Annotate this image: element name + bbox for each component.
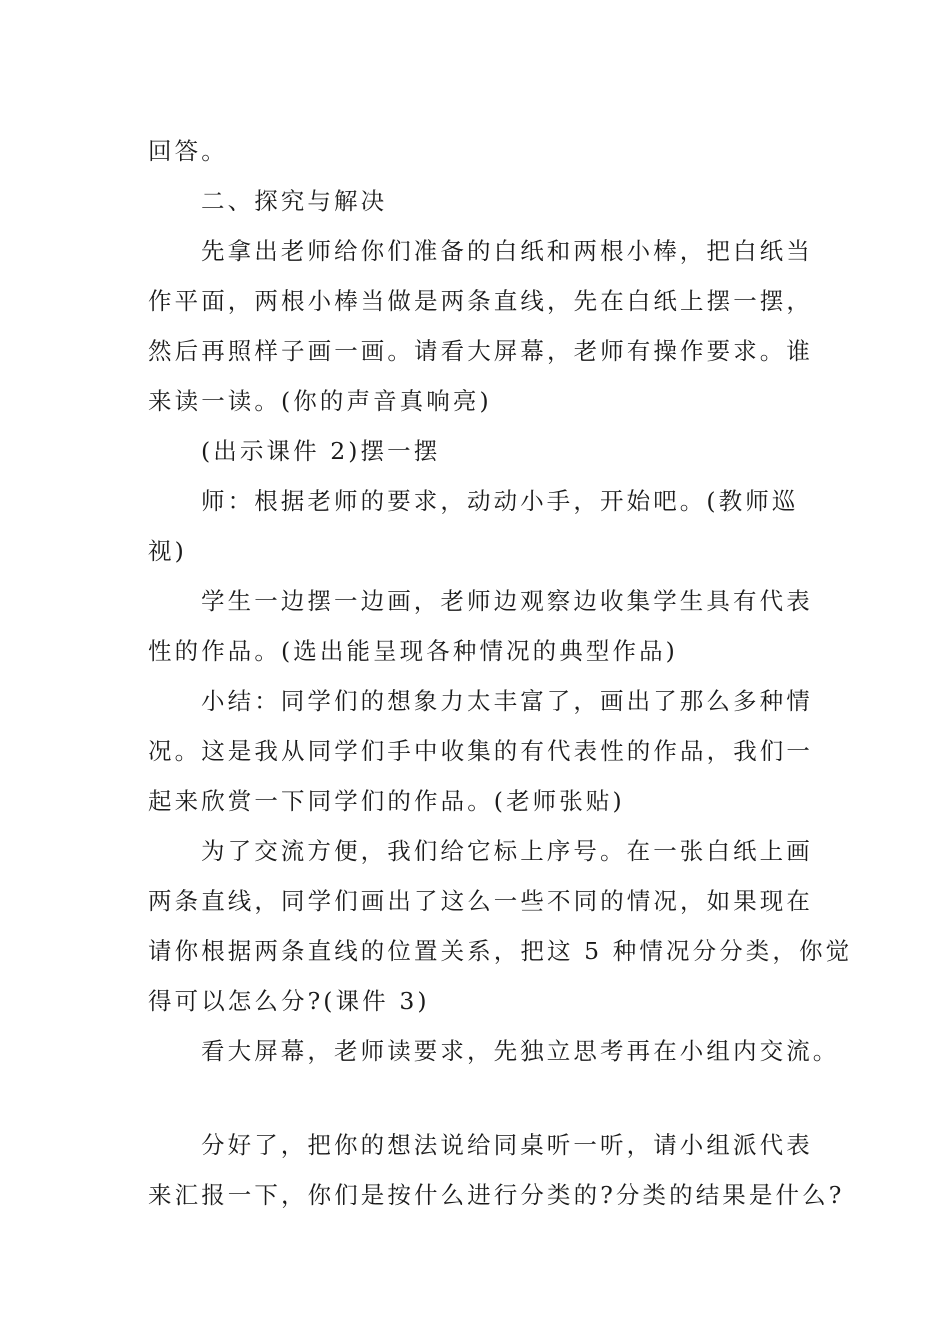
text-line: 请你根据两条直线的位置关系，把这 5 种情况分分类，你觉 xyxy=(148,937,853,965)
text-line: 视) xyxy=(148,537,187,565)
text-line: 先拿出老师给你们准备的白纸和两根小棒，把白纸当 xyxy=(201,237,813,265)
text-line: (出示课件 2)摆一摆 xyxy=(201,437,441,465)
text-line: 学生一边摆一边画，老师边观察边收集学生具有代表 xyxy=(201,587,813,615)
text-line: 性的作品。(选出能呈现各种情况的典型作品) xyxy=(148,637,678,665)
text-line: 师：根据老师的要求，动动小手，开始吧。(教师巡 xyxy=(201,487,799,515)
text-line: 况。这是我从同学们手中收集的有代表性的作品，我们一 xyxy=(148,737,813,765)
text-line: 起来欣赏一下同学们的作品。(老师张贴) xyxy=(148,787,625,815)
text-line: 小结：同学们的想象力太丰富了，画出了那么多种情 xyxy=(201,687,813,715)
text-line: 看大屏幕，老师读要求，先独立思考再在小组内交流。 xyxy=(201,1037,840,1065)
section-heading: 二、探究与解决 xyxy=(201,187,388,215)
text-line: 作平面，两根小棒当做是两条直线，先在白纸上摆一摆， xyxy=(148,287,813,315)
text-line: 来汇报一下，你们是按什么进行分类的?分类的结果是什么? xyxy=(148,1181,845,1209)
text-line: 然后再照样子画一画。请看大屏幕，老师有操作要求。谁 xyxy=(148,337,813,365)
text-line: 两条直线，同学们画出了这么一些不同的情况，如果现在 xyxy=(148,887,813,915)
text-line: 分好了，把你的想法说给同桌听一听，请小组派代表 xyxy=(201,1131,813,1159)
text-line: 为了交流方便，我们给它标上序号。在一张白纸上画 xyxy=(201,837,813,865)
text-line: 回答。 xyxy=(148,137,228,165)
text-line: 来读一读。(你的声音真响亮) xyxy=(148,387,492,415)
text-line: 得可以怎么分?(课件 3) xyxy=(148,987,430,1015)
